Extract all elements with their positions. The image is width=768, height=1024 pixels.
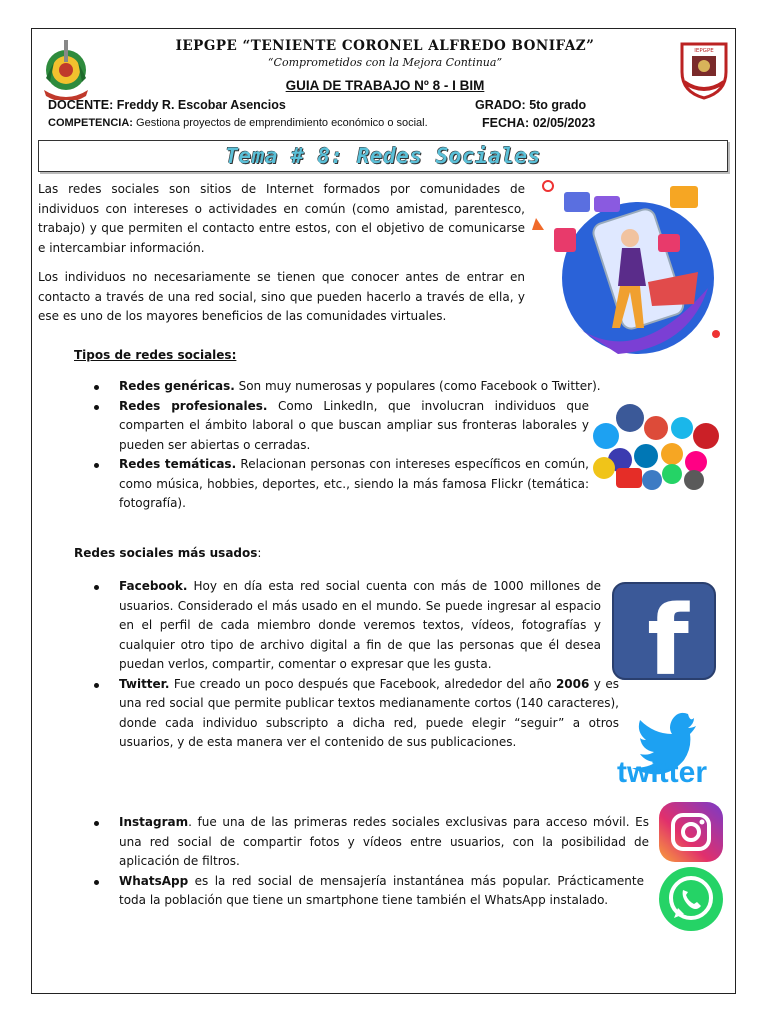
most-used-colon: : bbox=[257, 546, 262, 560]
intro-paragraph-2: Los individuos no necesariamente se tienen que conocer antes de entrar en contacto a través de una red social, sino que pueden hacerlo a través de ella, y ese es uno de los mayores beneficios de las comunidades virtuales. bbox=[38, 270, 525, 323]
types-heading bbox=[74, 346, 236, 366]
whatsapp-logo-icon bbox=[656, 866, 726, 934]
network-facebook bbox=[119, 577, 601, 675]
school-crest-left bbox=[36, 38, 96, 100]
network-text-a: Fue creado un poco después que Facebook, alrededor del año bbox=[169, 676, 556, 691]
network-text: . fue una de las primeras redes sociales exclusivas para acceso móvil. Es una red social de compartir fotos y vídeos entre usuarios, con la posibilidad de aplicación de filtros. bbox=[119, 815, 649, 868]
type-text: Como LinkedIn, que involucran individuos que comparten el ámbito laboral o que buscan ampliar sus fronteras laborales y pueden ser abiertas o cerradas. bbox=[119, 398, 589, 452]
school-name: IEPGPE “TENIENTE CORONEL ALFREDO BONIFAZ” bbox=[175, 38, 595, 54]
competencia-value: Gestiona proyectos de emprendimiento económico o social. bbox=[136, 117, 428, 129]
grado-value: 5to grado bbox=[529, 98, 587, 112]
competencia bbox=[48, 117, 428, 129]
type-professional bbox=[119, 397, 589, 456]
networks-list-1 bbox=[119, 577, 619, 753]
network-twitter bbox=[119, 675, 619, 753]
intro-paragraph-1: Las redes sociales son sitios de Internet formados por comunidades de individuos con intereses o actividades en común (como amistad, parentesco, trabajo) y que permiten el contacto entre estos, con el objetivo de comunicarse e intercambiar información. bbox=[38, 182, 525, 255]
facebook-letter: f bbox=[647, 585, 689, 680]
network-instagram bbox=[119, 813, 649, 872]
types-heading-text: Tipos de redes sociales: bbox=[74, 348, 237, 362]
twitter-wordmark: twitter bbox=[617, 756, 707, 788]
twitter-logo-icon bbox=[596, 704, 728, 788]
docente-label: DOCENTE: bbox=[48, 98, 114, 112]
network-text-b: y es una red social que permite publicar textos medianamente cortos (140 caracteres), donde cada individuo subscripto a dicha red, puede elegir “seguir” a otros usuarios, y de esta manera ver el contenido de sus publicaciones. bbox=[119, 676, 619, 749]
type-text: Son muy numerosas y populares (como Facebook o Twitter). bbox=[234, 379, 601, 393]
fecha bbox=[482, 116, 595, 130]
instagram-logo-icon bbox=[657, 801, 725, 863]
grado bbox=[475, 98, 586, 112]
network-whatsapp bbox=[119, 872, 644, 911]
type-name: Redes profesionales. bbox=[119, 398, 268, 413]
type-name: Redes genéricas. bbox=[119, 379, 235, 393]
fecha-label: FECHA: bbox=[482, 116, 530, 130]
fecha-value: 02/05/2023 bbox=[532, 116, 596, 130]
most-used-heading-text: Redes sociales más usados bbox=[74, 546, 258, 560]
network-name: Instagram bbox=[119, 815, 189, 829]
topic-title-box bbox=[38, 140, 728, 172]
grado-label: GRADO: bbox=[475, 98, 526, 112]
topic-title: Tema # 8: Redes Sociales bbox=[225, 144, 541, 168]
social-media-illustration bbox=[528, 178, 726, 364]
network-name: Twitter. bbox=[119, 676, 170, 691]
crest-label: IEPGPE bbox=[694, 48, 714, 54]
type-generic bbox=[119, 377, 639, 397]
most-used-heading bbox=[74, 544, 261, 564]
docente-value: Freddy R. Escobar Asencios bbox=[116, 98, 286, 112]
docente bbox=[48, 98, 286, 112]
network-name: WhatsApp bbox=[119, 873, 189, 888]
network-year: 2006 bbox=[555, 676, 590, 691]
facebook-logo-icon bbox=[612, 582, 716, 680]
type-text: Relacionan personas con intereses específicos en común, como música, hobbies, deportes, etc., siendo la más famosa Flickr (temática: fotografía). bbox=[119, 457, 589, 510]
network-text: es la red social de mensajería instantánea más popular. Prácticamente toda la población que tiene un smartphone tiene también el WhatsApp instalado. bbox=[119, 873, 644, 907]
social-icons-cluster bbox=[590, 398, 728, 494]
network-name: Facebook. bbox=[119, 579, 188, 593]
type-thematic bbox=[119, 455, 589, 514]
networks-list-2 bbox=[119, 813, 649, 911]
guide-title: GUIA DE TRABAJO Nº 8 - I BIM bbox=[285, 78, 485, 93]
competencia-label: COMPETENCIA: bbox=[48, 117, 133, 129]
type-name: Redes temáticas. bbox=[119, 457, 237, 471]
types-list bbox=[119, 377, 601, 514]
network-text: Hoy en día esta red social cuenta con más de 1000 millones de usuarios. Considerado el más usado en el mundo. Se puede ingresar al espacio en el perfil de cada miembro donde veremos textos, vídeos, fotografías y cualquier otro tipo de archivo digital a fin de que las personas que él desea puedan verlos, compartir, comentar o expresar que les gusta. bbox=[119, 579, 601, 671]
school-motto: “Comprometidos con la Mejora Continua” bbox=[267, 56, 503, 69]
school-crest-right bbox=[676, 38, 732, 100]
